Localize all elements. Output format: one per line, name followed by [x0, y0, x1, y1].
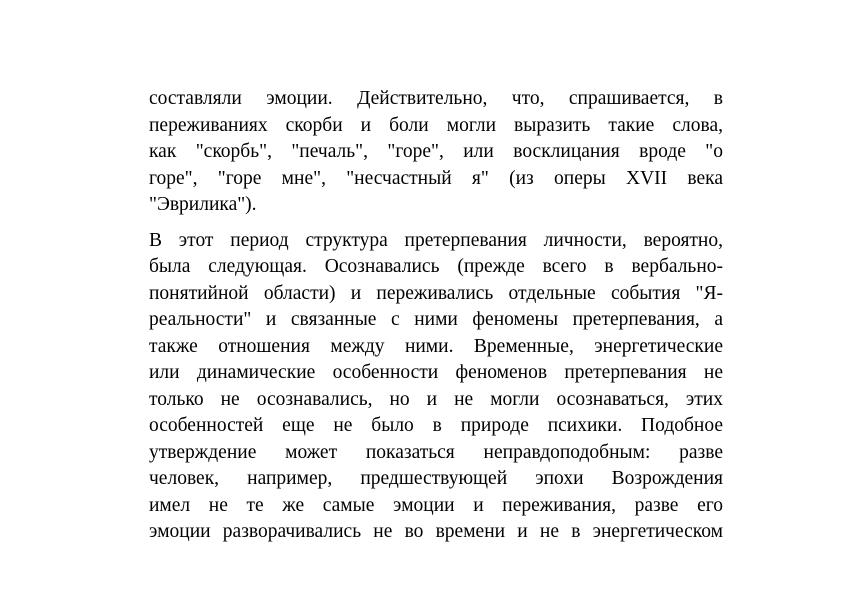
text-line: была следующая. Осознавались (прежде всего в вербально-	[149, 256, 723, 277]
text-line: имел не те же самые эмоции и переживания, разве его	[149, 494, 723, 516]
text-block	[149, 86, 723, 546]
text-line: "Эврилика").	[149, 194, 257, 215]
text-line: реальности" и связанные с ними феномены претерпевания, а	[149, 309, 723, 330]
text-line: утверждение может показаться неправдоподобным: разве	[149, 441, 723, 463]
text-line: эмоции разворачивались не во времени и не в энергетическом	[149, 521, 723, 542]
text-line: составляли эмоции. Действительно, что, спрашивается, в	[149, 88, 723, 109]
paragraph-2	[149, 228, 723, 546]
text-line: человек, например, предшествующей эпохи Возрождения	[149, 468, 723, 489]
text-line: только не осознавались, но и не могли осознаваться, этих	[149, 388, 723, 410]
text-line: или динамические особенности феноменов претерпевания не	[149, 362, 723, 383]
text-line: особенностей еще не было в природе психики. Подобное	[149, 415, 723, 436]
paragraph-spacer	[149, 219, 723, 228]
text-line: переживаниях скорби и боли могли выразить такие слова,	[149, 114, 723, 136]
paragraph-1	[149, 86, 723, 219]
text-line: также отношения между ними. Временные, энергетические	[149, 335, 723, 357]
text-line: понятийной области) и переживались отдельные события "Я-	[149, 282, 723, 304]
text-line: как "скорбь", "печаль", "горе", или восклицания вроде "о	[149, 141, 723, 162]
text-line: В этот период структура претерпевания личности, вероятно,	[149, 229, 723, 251]
text-line: горе", "горе мне", "несчастный я" (из оперы XVII века	[149, 167, 723, 189]
